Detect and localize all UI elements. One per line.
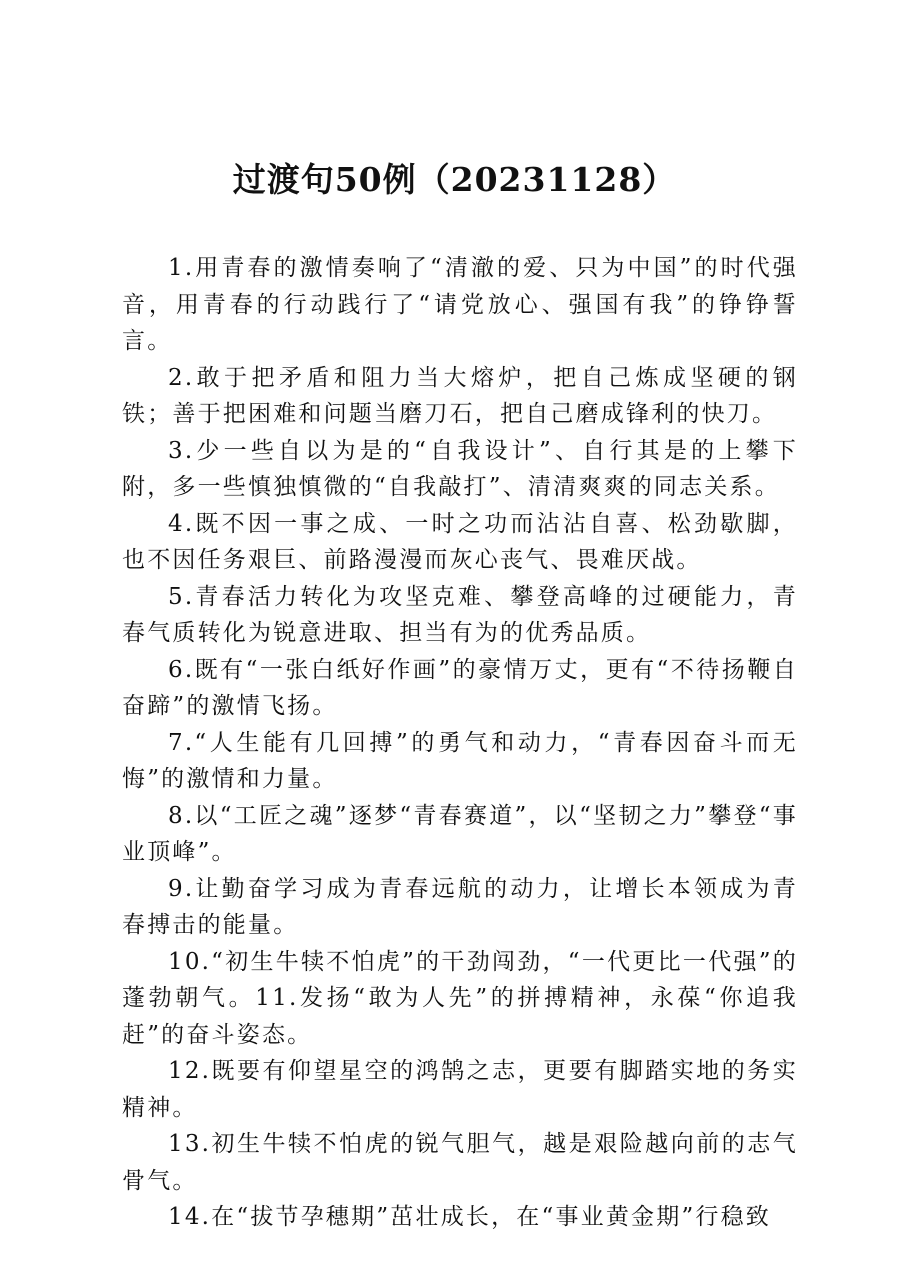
- paragraph-4: 4.既不因一事之成、一时之功而沾沾自喜、松劲歇脚，也不因任务艰巨、前路漫漫而灰心丧气、畏难厌战。: [122, 510, 798, 573]
- paragraph-8: 8.以“工匠之魂”逐梦“青春赛道”，以“坚韧之力”攀登“事业顶峰”。: [122, 802, 798, 865]
- paragraph-2: 2.敢于把矛盾和阻力当大熔炉，把自己炼成坚硬的钢铁；善于把困难和问题当磨刀石，把自己磨成锋利的快刀。: [122, 364, 798, 427]
- paragraph-14: 14.在“拔节孕穗期”茁壮成长，在“事业黄金期”行稳致: [168, 1204, 772, 1230]
- paragraph-9: 9.让勤奋学习成为青春远航的动力，让增长本领成为青春搏击的能量。: [122, 875, 798, 938]
- paragraph-1: 1.用青春的激情奏响了“清澈的爱、只为中国”的时代强音，用青春的行动践行了“请党放心、强国有我”的铮铮誓言。: [122, 255, 798, 354]
- paragraph-7: 7.“人生能有几回搏”的勇气和动力，“青春因奋斗而无悔”的激情和力量。: [122, 729, 798, 792]
- document-title: 过渡句50例（20231128）: [232, 160, 677, 199]
- paragraph-5: 5.青春活力转化为攻坚克难、攀登高峰的过硬能力，青春气质转化为锐意进取、担当有为的优秀品质。: [122, 583, 798, 646]
- paragraph-10-11: 10.“初生牛犊不怕虎”的干劲闯劲，“一代更比一代强”的蓬勃朝气。11.发扬“敢为人先”的拼搏精神，永葆“你追我赶”的奋斗姿态。: [122, 948, 798, 1048]
- paragraph-6: 6.既有“一张白纸好作画”的豪情万丈，更有“不待扬鞭自奋蹄”的激情飞扬。: [122, 656, 798, 719]
- paragraph-12: 12.既要有仰望星空的鸿鹄之志，更要有脚踏实地的务实精神。: [122, 1058, 798, 1121]
- document-body: [122, 250, 798, 1236]
- paragraph-13: 13.初生牛犊不怕虎的锐气胆气，越是艰险越向前的志气骨气。: [122, 1131, 798, 1194]
- paragraph-3: 3.少一些自以为是的“自我设计”、自行其是的上攀下附，多一些慎独慎微的“自我敲打”、清清爽爽的同志关系。: [122, 437, 798, 500]
